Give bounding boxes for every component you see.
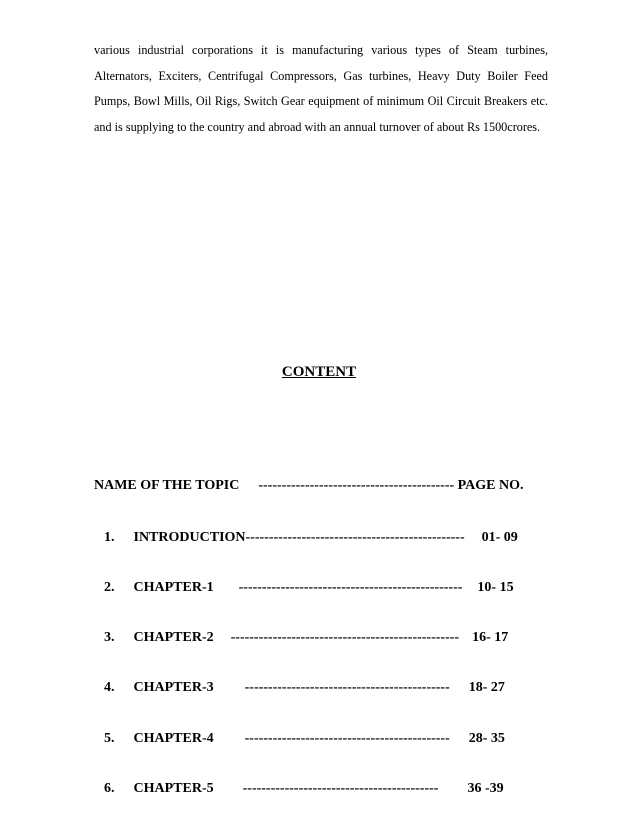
toc-item-pages: 10- 15 [477,580,514,595]
toc-item-pages: 28- 35 [468,731,505,746]
toc-item [104,530,554,546]
toc-item-number: 5. [104,731,115,746]
toc-item-number: 1. [104,530,115,545]
toc-item-pages: 36 -39 [467,781,504,796]
toc-item-pages: 01- 09 [481,530,518,545]
toc-item [104,781,554,797]
toc-item [104,731,554,747]
toc-item [104,680,554,696]
toc-item-leader: -------------------------------------------- [244,680,450,695]
toc-item-number: 2. [104,580,115,595]
toc-item-leader: ------------------------------------------------- [230,630,460,645]
toc-item [104,580,554,596]
toc-item-pages: 18- 27 [468,680,505,695]
toc-item-leader: -------------------------------------------- [244,731,450,746]
content-heading [0,364,638,381]
toc-item-number: 4. [104,680,115,695]
toc-item-leader: ----------------------------------------------- [245,530,465,545]
toc-header-page: PAGE NO. [457,478,524,493]
toc-item-title: CHAPTER-2 [133,630,214,645]
toc-item-leader: ------------------------------------------------ [238,580,463,595]
toc-item-title: CHAPTER-3 [133,680,214,695]
toc-item-title: CHAPTER-5 [133,781,214,796]
toc-item [104,630,554,646]
toc-item-title: CHAPTER-4 [133,731,214,746]
toc-item-pages: 16- 17 [472,630,509,645]
toc-item-number: 3. [104,630,115,645]
toc-header-topic: NAME OF THE TOPIC [94,478,240,493]
toc-item-title: INTRODUCTION [133,530,246,545]
content-heading-text: CONTENT [281,364,357,380]
toc-header-leader: ------------------------------------------ [258,478,455,493]
toc-item-leader: ------------------------------------------ [242,781,439,796]
body-paragraph: various industrial corporations it is manufacturing various types of Steam turbines, Alternators, Exciters, Centrifugal Compressors, Gas turbines, Heavy Duty Boiler Feed Pumps, Bowl Mills, Oil Rigs, Switch Gear equipment of minimum Oil Circuit Breakers etc. and is supplying to the country and abroad with an annual turnover of about Rs 1500crores. [94,43,548,134]
toc-item-title: CHAPTER-1 [133,580,214,595]
toc-item-number: 6. [104,781,115,796]
toc-header [94,478,554,494]
